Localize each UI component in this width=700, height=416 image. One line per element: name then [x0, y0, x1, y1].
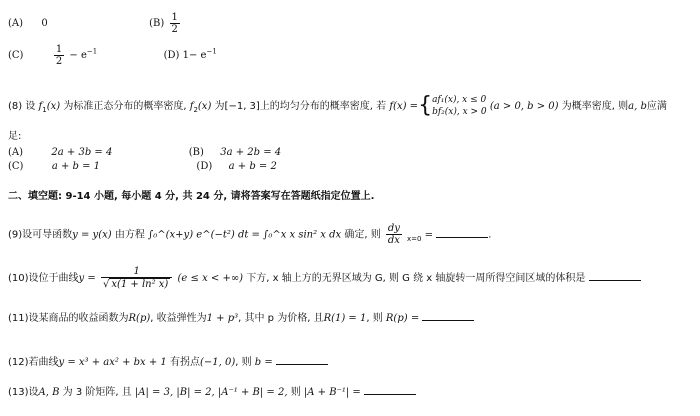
question-number: (9): [8, 229, 23, 241]
derivative: $\frac{dy}{dx}$: [387, 223, 400, 246]
question-12: [8, 354, 328, 370]
option-value: a + b = 1: [51, 161, 101, 172]
text: 为 3 阶矩阵, 且: [62, 387, 132, 398]
answer-blank[interactable]: [364, 384, 416, 395]
option-value: 2a + 3b = 4: [51, 147, 113, 158]
prev-options-row-2: (C) $\frac{1}{2}$ − $e^{-1}$ (D) $1- e^{-1}$: [8, 44, 217, 67]
math: R(p): [128, 313, 151, 324]
text: 为: [214, 101, 225, 112]
text: x 轴上方的无界区域为 G, 则 G 绕 x 轴旋转一周所得空间区域的体积是: [272, 273, 586, 284]
fraction: $\frac{1}{2}$: [55, 44, 63, 67]
math: ∫₀^(x+y) e^(−t²) dt = ∫₀^x x sin² x dx: [148, 229, 342, 241]
prev-options-row-1: [8, 12, 182, 35]
text: 则: [290, 387, 301, 398]
option-value: a + b = 2: [228, 161, 277, 172]
text: 应满: [646, 101, 667, 112]
answer-blank[interactable]: [422, 310, 474, 321]
option-value: 3a + 2b = 4: [220, 147, 282, 158]
math: |A⁻¹ + B| = 2,: [217, 387, 288, 398]
question-8: (8) 设 $f_1(x)$ 为标准正态分布的概率密度, $f_2(x)$ 为[−1, 3]上的均匀分布的概率密度, 若 f(x) ={ af₁(x), x ≤ 0 bf₂(x), x > 0 (a > 0, b > 0) 为概率密度, 则a, b应满: [8, 93, 667, 118]
option-label: (B): [188, 147, 204, 158]
option-label: (B): [149, 18, 165, 29]
option-value: 0: [41, 18, 48, 29]
text: (11)设某商品的收益函数为: [8, 313, 129, 324]
text: 设位于曲线: [28, 273, 79, 284]
text: 由方程: [114, 229, 145, 241]
question-10: [8, 266, 641, 290]
math: (e ≤ x < +∞): [177, 273, 244, 284]
math: f: [38, 101, 43, 112]
math: =: [424, 229, 434, 241]
math: |B| = 2,: [176, 387, 215, 398]
question-number: (10): [8, 273, 29, 284]
math: b =: [254, 357, 273, 368]
question-number: (8): [8, 101, 23, 112]
text: , 则: [366, 313, 383, 324]
question-8-cont: [8, 130, 21, 144]
option-label: (C): [8, 161, 24, 172]
section-heading: 二、填空题: 9-14 小题, 每小题 4 分, 共 24 分, 请将答案写在答题纸指定位置上.: [8, 191, 375, 202]
option-value: − e: [69, 50, 87, 61]
option-value: 1− e: [182, 50, 207, 61]
text: 有拐点: [169, 357, 200, 368]
option-label: (A): [8, 18, 24, 29]
text: 确定, 则: [344, 229, 381, 241]
option-label: (D): [163, 50, 180, 61]
math: |A + B⁻¹| =: [303, 387, 361, 398]
text: 设: [28, 387, 39, 398]
fraction: $\frac{1}{\text{√ x(1 + ln² x)}}$: [101, 266, 172, 290]
option-label: (C): [8, 50, 24, 61]
question-13: [8, 384, 416, 400]
math: (−1, 0): [199, 357, 236, 368]
question-11: [8, 310, 474, 326]
text: 设可导函数: [22, 229, 73, 241]
math: R(p) =: [385, 313, 420, 324]
math: (a > 0, b > 0): [489, 101, 559, 112]
question-9: (9)设可导函数y = y(x) 由方程 ∫₀^(x+y) e^(−t²) dt = ∫₀^x x sin² x dx 确定, 则 $\frac{dy}{dx}$ x=0 = .: [8, 223, 492, 246]
answer-blank[interactable]: [589, 270, 641, 281]
answer-blank[interactable]: [436, 227, 488, 238]
math: R(1) = 1: [323, 313, 367, 324]
text: 设: [25, 101, 36, 112]
text: 上的均匀分布的概率密度, 若: [259, 101, 387, 112]
math: 1 + p³: [206, 313, 239, 324]
option-label: (A): [8, 147, 24, 158]
text: 足:: [8, 131, 22, 142]
math: A, B: [38, 387, 60, 398]
question-8-options-1: [8, 146, 281, 160]
question-8-options-2: [8, 160, 277, 174]
text: 若曲线: [28, 357, 59, 368]
math: [−1, 3]: [224, 101, 260, 112]
answer-blank[interactable]: [276, 354, 328, 365]
question-number: (12): [8, 357, 29, 368]
math: y = x³ + ax² + bx + 1: [58, 357, 167, 368]
text: 下方,: [246, 273, 270, 284]
text: , 其中 p 为价格, 且: [238, 313, 324, 324]
math: y = y(x): [72, 229, 112, 241]
text: , 收益弹性为: [150, 313, 207, 324]
text: 为标准正态分布的概率密度,: [63, 101, 187, 112]
piecewise: af₁(x), x ≤ 0 bf₂(x), x > 0: [432, 95, 487, 117]
math: |A| = 3,: [134, 387, 174, 398]
option-label: (D): [196, 161, 213, 172]
question-number: (13): [8, 387, 29, 398]
fraction: $\frac{1}{2}$: [171, 12, 178, 35]
text: 为概率密度, 则: [561, 101, 629, 112]
text: , 则: [235, 357, 252, 368]
math: y =: [78, 273, 96, 284]
